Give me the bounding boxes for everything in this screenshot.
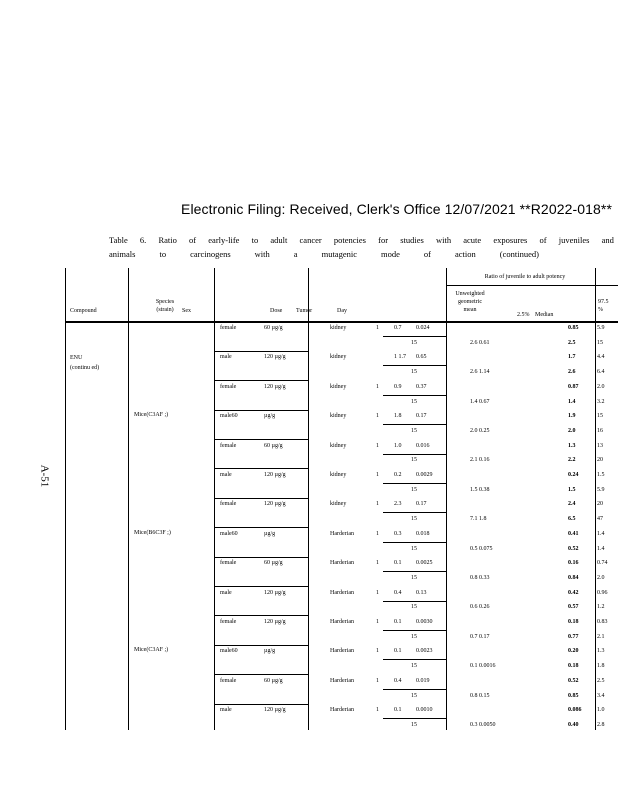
pair-divider <box>383 689 446 690</box>
cell-day: 1 <box>376 501 379 507</box>
cell-sex: female <box>220 501 237 507</box>
row-group-divider <box>214 704 308 705</box>
caption-word: (continued) <box>499 249 539 259</box>
cell-tumor: kidney <box>330 443 347 449</box>
cell-sex: female <box>220 325 237 331</box>
col-header-unweighted: Unweighted geometric mean <box>455 291 485 313</box>
caption-word: mutagenic <box>321 249 357 259</box>
cell-ratio: 0.1 <box>394 619 402 625</box>
cell-unweighted: 0.7 0.17 <box>470 634 490 640</box>
cell-ci: 0.65 <box>416 354 427 360</box>
cell-ratio: 1.8 <box>394 413 402 419</box>
caption-word: exposures <box>493 235 528 245</box>
cell-ci: 0.0029 <box>416 472 433 478</box>
cell-ci: 0.019 <box>416 678 430 684</box>
caption-word: adult <box>270 235 288 245</box>
pair-divider <box>383 454 446 455</box>
cell-p975: 1.0 <box>597 707 605 713</box>
pair-divider <box>383 718 446 719</box>
cell-p975: 5.9 <box>597 325 605 331</box>
cell-sex: male <box>220 354 232 360</box>
cell-sex: female <box>220 384 237 390</box>
cell-p975: 3.4 <box>597 693 605 699</box>
cell-p975: 1.2 <box>597 604 605 610</box>
pair-divider <box>383 659 446 660</box>
cell-unweighted: 0.6 0.26 <box>470 604 490 610</box>
cell-dose: 120 µg/g <box>264 619 286 625</box>
group-header: Ratio of juvenile to adult potency <box>484 274 566 280</box>
row-group-divider <box>214 645 308 646</box>
cell-ratio: 0.1 <box>394 648 402 654</box>
cell-median: 6.5 <box>568 516 576 522</box>
col-header-sex: Sex <box>182 308 191 314</box>
pair-divider <box>383 395 446 396</box>
cell-median: 2.0 <box>568 428 576 434</box>
cell-day: 15 <box>411 369 417 375</box>
cell-tumor: kidney <box>330 413 347 419</box>
cell-ratio: 1 1.7 <box>394 354 406 360</box>
cell-median: 2.6 <box>568 369 576 375</box>
cell-day: 15 <box>411 428 417 434</box>
cell-median: 0.16 <box>568 560 579 566</box>
species-group-2: Mice(B6C3F ;) <box>134 530 171 536</box>
cell-median: 1.9 <box>568 413 576 419</box>
cell-sex: male60 <box>220 531 238 537</box>
cell-day: 15 <box>411 722 417 728</box>
cell-dose: 120 µg/g <box>264 501 286 507</box>
cell-day: 15 <box>411 516 417 522</box>
pair-divider <box>383 542 446 543</box>
cell-sex: male <box>220 707 232 713</box>
cell-unweighted: 1.4 0.67 <box>470 399 490 405</box>
row-group-divider <box>214 410 308 411</box>
col-header-dose: Dose <box>270 308 283 314</box>
caption-word: potencies <box>333 235 366 245</box>
cell-p975: 0.96 <box>597 590 608 596</box>
cell-tumor: kidney <box>330 472 347 478</box>
cell-day: 15 <box>411 340 417 346</box>
cell-median: 0.77 <box>568 634 579 640</box>
caption-word: action <box>454 249 476 259</box>
col-header-tumor: Tumor <box>296 308 313 314</box>
compound-name: ENU (continu ed) <box>70 355 100 371</box>
cell-p975: 1.5 <box>597 472 605 478</box>
col-header-median: Median <box>535 312 554 318</box>
cell-median: 0.52 <box>568 678 579 684</box>
pair-divider <box>383 365 446 366</box>
cell-tumor: Harderian <box>330 619 354 625</box>
cell-p975: 16 <box>597 428 603 434</box>
caption-word: with <box>254 249 270 259</box>
cell-sex: female <box>220 560 237 566</box>
cell-median: 2.2 <box>568 457 576 463</box>
pair-divider <box>383 424 446 425</box>
cell-dose: µg/g <box>264 648 276 654</box>
caption-word: mode <box>380 249 400 259</box>
cell-unweighted: 0.3 0.0050 <box>470 722 496 728</box>
cell-day: 15 <box>411 457 417 463</box>
cell-ci: 0.0010 <box>416 707 433 713</box>
cell-p975: 15 <box>597 413 603 419</box>
cell-ratio: 0.2 <box>394 472 402 478</box>
caption-word: with <box>435 235 452 245</box>
cell-p975: 3.2 <box>597 399 605 405</box>
cell-p975: 2.8 <box>597 722 605 728</box>
cell-median: 1.5 <box>568 487 576 493</box>
cell-ci: 0.37 <box>416 384 427 390</box>
col-header-compound: Compound <box>70 308 97 314</box>
caption-line-2 <box>109 247 614 261</box>
cell-median: 0.24 <box>568 472 579 478</box>
cell-median: 0.84 <box>568 575 579 581</box>
caption-word: carcinogens <box>190 249 231 259</box>
col-header-p975: 97.5 % <box>598 299 609 313</box>
caption-word: animals <box>109 249 136 259</box>
species-group-3: Mice(C3AF ;) <box>134 647 169 653</box>
caption-word: for <box>378 235 389 245</box>
cell-day: 1 <box>376 619 379 625</box>
cell-sex: female <box>220 678 237 684</box>
caption-word: cancer <box>299 235 322 245</box>
cell-p975: 13 <box>597 443 603 449</box>
caption-word: of <box>423 249 431 259</box>
cell-p975: 2.0 <box>597 384 605 390</box>
cell-dose: 120 µg/g <box>264 354 286 360</box>
column-divider-median <box>595 268 596 730</box>
cell-day: 15 <box>411 634 417 640</box>
cell-day: 1 <box>376 560 379 566</box>
cell-median: 1.4 <box>568 399 576 405</box>
cell-tumor: Harderian <box>330 531 354 537</box>
cell-dose: 60 µg/g <box>264 678 283 684</box>
row-group-divider <box>214 351 308 352</box>
cell-median: 0.85 <box>568 325 579 331</box>
cell-p975: 1.4 <box>597 546 605 552</box>
pair-divider <box>383 512 446 513</box>
caption-word: of <box>539 235 547 245</box>
cell-day: 15 <box>411 575 417 581</box>
row-group-divider <box>214 615 308 616</box>
cell-median: 0.18 <box>568 663 579 669</box>
cell-day: 1 <box>376 443 379 449</box>
cell-unweighted: 1.5 0.38 <box>470 487 490 493</box>
cell-median: 2.5 <box>568 340 576 346</box>
cell-unweighted: 2.0 0.25 <box>470 428 490 434</box>
cell-dose: 60 µg/g <box>264 325 283 331</box>
header-rule <box>65 321 618 323</box>
cell-ci: 0.016 <box>416 443 430 449</box>
page-number: A-51 <box>38 464 51 488</box>
row-group-divider <box>214 468 308 469</box>
cell-tumor: kidney <box>330 384 347 390</box>
cell-ci: 0.13 <box>416 590 427 596</box>
cell-sex: male60 <box>220 648 238 654</box>
cell-ratio: 0.7 <box>394 325 402 331</box>
group-header-rule <box>446 285 618 286</box>
filing-banner: Electronic Filing: Received, Clerk's Office 12/07/2021 **R2022-018** <box>181 201 612 217</box>
pair-divider <box>383 630 446 631</box>
cell-p975: 5.9 <box>597 487 605 493</box>
cell-median: 0.20 <box>568 648 579 654</box>
cell-ratio: 0.3 <box>394 531 402 537</box>
cell-tumor: Harderian <box>330 707 354 713</box>
caption-word: to <box>251 235 259 245</box>
pair-divider <box>383 336 446 337</box>
cell-median: 1.7 <box>568 354 576 360</box>
caption-word: early-life <box>208 235 240 245</box>
cell-ratio: 2.3 <box>394 501 402 507</box>
row-group-divider <box>214 674 308 675</box>
cell-median: 0.42 <box>568 590 579 596</box>
caption-word: studies <box>400 235 424 245</box>
row-group-divider <box>214 527 308 528</box>
cell-tumor: kidney <box>330 325 347 331</box>
cell-dose: 120 µg/g <box>264 707 286 713</box>
row-group-divider <box>214 498 308 499</box>
cell-day: 15 <box>411 546 417 552</box>
cell-dose: µg/g <box>264 531 276 537</box>
cell-dose: 120 µg/g <box>264 384 286 390</box>
cell-p975: 47 <box>597 516 603 522</box>
cell-p975: 20 <box>597 501 603 507</box>
column-divider-species <box>214 268 215 730</box>
cell-ratio: 0.9 <box>394 384 402 390</box>
cell-ci: 0.0030 <box>416 619 433 625</box>
cell-day: 1 <box>376 531 379 537</box>
row-group-divider <box>214 557 308 558</box>
cell-p975: 1.8 <box>597 663 605 669</box>
cell-dose: 120 µg/g <box>264 590 286 596</box>
cell-unweighted: 0.1 0.0016 <box>470 663 496 669</box>
cell-ratio: 0.4 <box>394 678 402 684</box>
row-group-divider <box>214 586 308 587</box>
cell-sex: male <box>220 472 232 478</box>
cell-median: 0.40 <box>568 722 579 728</box>
cell-day: 1 <box>376 707 379 713</box>
cell-day: 15 <box>411 399 417 405</box>
caption-word: Table <box>109 235 128 245</box>
col-header-species: Species (strain) <box>155 299 175 313</box>
cell-tumor: Harderian <box>330 648 354 654</box>
caption-word: and <box>601 235 614 245</box>
pair-divider <box>383 601 446 602</box>
cell-p975: 0.83 <box>597 619 608 625</box>
cell-dose: 120 µg/g <box>264 472 286 478</box>
pair-divider <box>383 571 446 572</box>
cell-day: 1 <box>376 648 379 654</box>
cell-p975: 15 <box>597 340 603 346</box>
caption-word: of <box>189 235 197 245</box>
cell-dose: 60 µg/g <box>264 443 283 449</box>
row-group-divider <box>214 439 308 440</box>
cell-day: 1 <box>376 590 379 596</box>
cell-sex: female <box>220 443 237 449</box>
cell-ci: 0.0023 <box>416 648 433 654</box>
cell-day: 1 <box>376 678 379 684</box>
cell-median: 0.57 <box>568 604 579 610</box>
column-divider-compound <box>128 268 129 730</box>
cell-ci: 0.018 <box>416 531 430 537</box>
cell-sex: female <box>220 619 237 625</box>
cell-p975: 0.74 <box>597 560 608 566</box>
row-group-divider <box>214 380 308 381</box>
cell-p975: 1.4 <box>597 531 605 537</box>
cell-unweighted: 0.8 0.33 <box>470 575 490 581</box>
cell-sex: male60 <box>220 413 238 419</box>
cell-tumor: kidney <box>330 501 347 507</box>
caption-word: acute <box>463 235 482 245</box>
caption-word: to <box>159 249 167 259</box>
caption-word: a <box>293 249 298 259</box>
cell-tumor: Harderian <box>330 678 354 684</box>
cell-ratio: 0.1 <box>394 707 402 713</box>
cell-p975: 6.4 <box>597 369 605 375</box>
cell-dose: 60 µg/g <box>264 560 283 566</box>
cell-median: 0.086 <box>568 707 582 713</box>
cell-p975: 2.5 <box>597 678 605 684</box>
species-group-1: Mice(C3AF ;) <box>134 412 169 418</box>
table-caption <box>109 233 614 261</box>
cell-median: 0.18 <box>568 619 579 625</box>
cell-sex: male <box>220 590 232 596</box>
cell-day: 15 <box>411 487 417 493</box>
cell-ci: 0.17 <box>416 413 427 419</box>
cell-dose: µg/g <box>264 413 276 419</box>
caption-word: juveniles <box>558 235 590 245</box>
caption-word: Ratio <box>158 235 177 245</box>
cell-unweighted: 0.8 0.15 <box>470 693 490 699</box>
cell-median: 0.41 <box>568 531 579 537</box>
cell-unweighted: 2.6 1.14 <box>470 369 490 375</box>
cell-unweighted: 7.1 1.8 <box>470 516 487 522</box>
col-header-p25: 2.5% <box>517 312 530 318</box>
cell-day: 1 <box>376 413 379 419</box>
cell-median: 2.4 <box>568 501 576 507</box>
cell-ratio: 1.0 <box>394 443 402 449</box>
cell-tumor: Harderian <box>330 560 354 566</box>
cell-median: 1.3 <box>568 443 576 449</box>
cell-ci: 0.17 <box>416 501 427 507</box>
col-header-day: Day <box>337 308 347 314</box>
cell-median: 0.85 <box>568 693 579 699</box>
cell-median: 0.87 <box>568 384 579 390</box>
cell-day: 15 <box>411 604 417 610</box>
cell-ratio: 0.4 <box>394 590 402 596</box>
cell-median: 0.52 <box>568 546 579 552</box>
cell-unweighted: 2.6 0.61 <box>470 340 490 346</box>
cell-day: 1 <box>376 472 379 478</box>
column-divider-tumor <box>308 268 309 730</box>
caption-word: 6. <box>139 235 147 245</box>
cell-day: 1 <box>376 384 379 390</box>
cell-p975: 4.4 <box>597 354 605 360</box>
cell-p975: 2.1 <box>597 634 605 640</box>
cell-unweighted: 2.1 0.16 <box>470 457 490 463</box>
cell-ci: 0.024 <box>416 325 430 331</box>
cell-p975: 20 <box>597 457 603 463</box>
cell-ratio: 0.1 <box>394 560 402 566</box>
cell-ci: 0.0025 <box>416 560 433 566</box>
cell-tumor: kidney <box>330 354 347 360</box>
cell-day: 1 <box>376 325 379 331</box>
cell-day: 15 <box>411 663 417 669</box>
pair-divider <box>383 483 446 484</box>
column-divider-day <box>446 268 447 730</box>
cell-p975: 2.0 <box>597 575 605 581</box>
cell-p975: 1.3 <box>597 648 605 654</box>
caption-line-1 <box>109 233 614 247</box>
cell-day: 15 <box>411 693 417 699</box>
cell-unweighted: 0.5 0.075 <box>470 546 493 552</box>
cell-tumor: Harderian <box>330 590 354 596</box>
table-left-border <box>65 268 66 730</box>
